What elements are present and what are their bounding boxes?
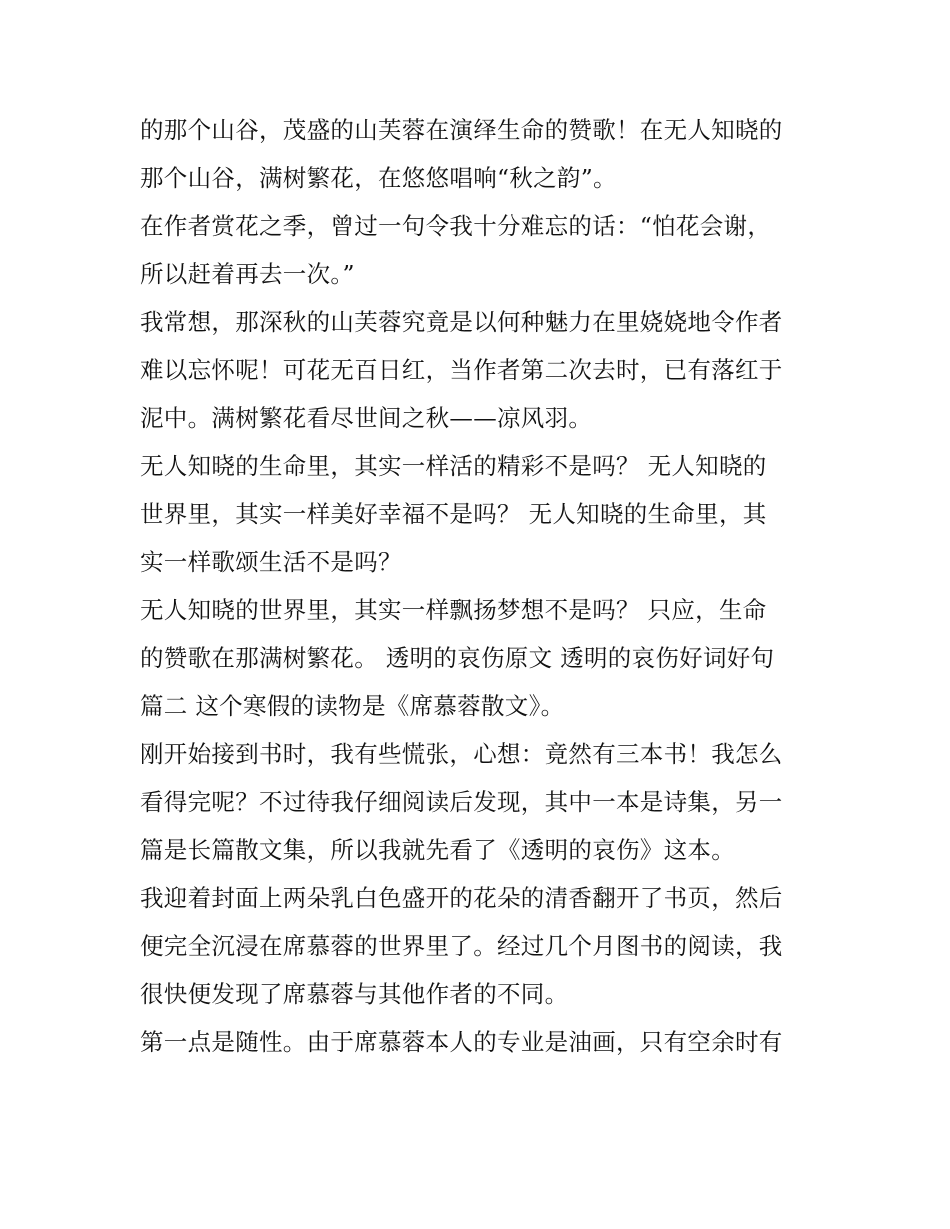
text-line: 无人知晓的世界里，其实一样飘扬梦想不是吗？ 只应，生命	[140, 596, 767, 624]
text-line: 无人知晓的生命里，其实一样活的精彩不是吗？ 无人知晓的	[140, 452, 767, 480]
text-line: 很快便发现了席慕蓉与其他作者的不同。	[140, 980, 569, 1008]
text-line: 我迎着封面上两朵乳白色盛开的花朵的清香翻开了书页，然后	[140, 884, 783, 912]
text-line: 便完全沉浸在席慕蓉的世界里了。经过几个月图书的阅读，我	[140, 932, 783, 960]
text-line: 难以忘怀呢！可花无百日红，当作者第二次去时，已有落红于	[140, 356, 783, 384]
text-line: 实一样歌颂生活不是吗？	[140, 548, 402, 576]
text-line: 那个山谷，满树繁花，在悠悠唱响“秋之韵”。	[140, 164, 617, 192]
text-line: 篇是长篇散文集，所以我就先看了《透明的哀伤》这本。	[140, 836, 735, 864]
text-line: 所以赶着再去一次。”	[140, 260, 355, 288]
text-line: 泥中。满树繁花看尽世间之秋——凉风羽。	[140, 404, 593, 432]
text-line: 篇二 这个寒假的读物是《席慕蓉散文》。	[140, 692, 565, 720]
text-line: 世界里，其实一样美好幸福不是吗？ 无人知晓的生命里，其	[140, 500, 767, 528]
text-line: 刚开始接到书时，我有些慌张，心想：竟然有三本书！我怎么	[140, 740, 783, 768]
text-line: 的赞歌在那满树繁花。 透明的哀伤原文 透明的哀伤好词好句	[140, 644, 775, 672]
text-line: 的那个山谷，茂盛的山芙蓉在演绎生命的赞歌！在无人知晓的	[140, 116, 783, 144]
text-line: 在作者赏花之季，曾过一句令我十分难忘的话：“怕花会谢，	[140, 212, 772, 240]
document-text-body	[140, 106, 820, 1066]
text-line: 第一点是随性。由于席慕蓉本人的专业是油画，只有空余时有	[140, 1028, 783, 1056]
text-line: 看得完呢？不过待我仔细阅读后发现，其中一本是诗集，另一	[140, 788, 783, 816]
text-line: 我常想，那深秋的山芙蓉究竟是以何种魅力在里娆娆地令作者	[140, 308, 783, 336]
